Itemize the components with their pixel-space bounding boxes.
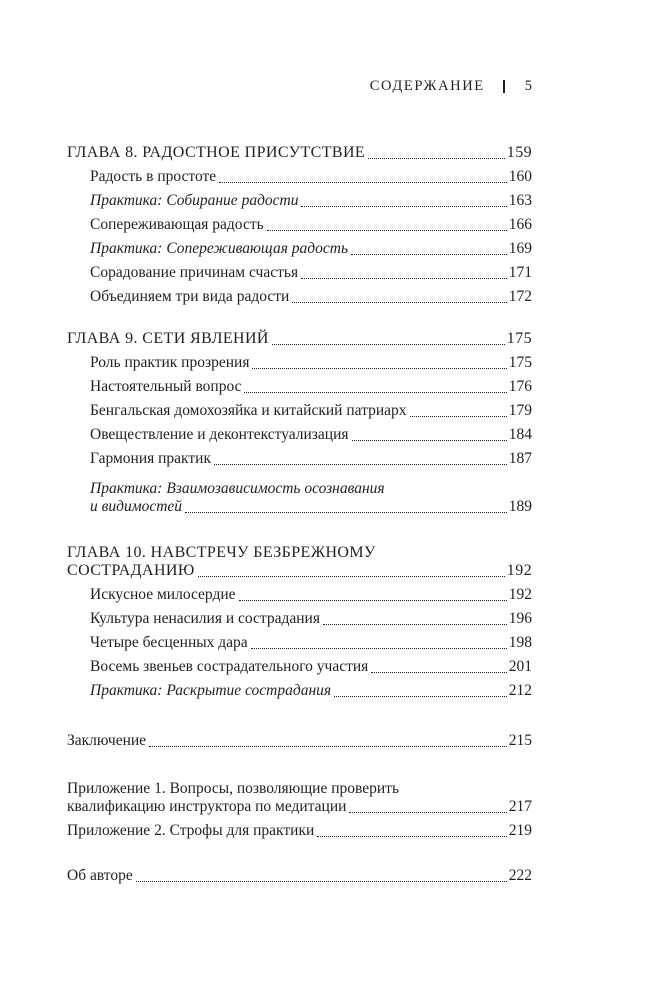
dot-leader xyxy=(317,836,506,837)
toc-entry-title: Сорадование причинам счастья xyxy=(90,264,299,281)
toc-entry-title: СОСТРАДАНИЮ xyxy=(67,562,195,579)
toc-entry[interactable] xyxy=(0,215,645,239)
toc-entry-title: ГЛАВА 9. СЕТИ ЯВЛЕНИЙ xyxy=(67,330,269,347)
toc-entry-title: Гармония практик xyxy=(90,450,211,467)
toc-entry-title: Овеществление и деконтекстуализация xyxy=(90,426,349,443)
toc-entry[interactable] xyxy=(0,287,645,311)
dot-leader xyxy=(251,648,507,649)
dot-leader xyxy=(301,206,506,207)
toc-entry-page: 166 xyxy=(508,216,532,233)
dot-leader xyxy=(244,392,506,393)
toc-entry[interactable] xyxy=(0,401,645,425)
toc-appendix-1-line1: Приложение 1. Вопросы, позволяющие проверить xyxy=(67,780,400,797)
toc-entry[interactable] xyxy=(0,263,645,287)
toc-entry[interactable] xyxy=(0,425,645,449)
toc-entry-title: Восемь звеньев сострадательного участия xyxy=(90,658,369,675)
toc-entry-title: Сопереживающая радость xyxy=(90,216,264,233)
toc-entry-page: 163 xyxy=(508,192,532,209)
dot-leader xyxy=(301,278,507,279)
toc-chapter-8[interactable] xyxy=(0,143,645,167)
toc-entry-page: 196 xyxy=(508,610,532,627)
toc-entry-title: и видимостей xyxy=(90,498,183,515)
toc-entry-page: 212 xyxy=(508,682,532,699)
dot-leader xyxy=(292,302,506,303)
toc-entry-page: 175 xyxy=(506,330,532,347)
toc-entry-page: 175 xyxy=(508,354,532,371)
dot-leader xyxy=(351,254,507,255)
toc-entry-page: 184 xyxy=(508,426,532,443)
toc-entry-title: Об авторе xyxy=(67,867,133,884)
dot-leader xyxy=(349,812,506,813)
dot-leader xyxy=(323,624,507,625)
toc-entry-title: Искусное милосердие xyxy=(90,586,236,603)
toc-entry-page: 219 xyxy=(508,822,532,839)
toc-entry[interactable] xyxy=(0,681,645,705)
toc-entry-page: 222 xyxy=(508,867,532,884)
toc-entry[interactable] xyxy=(0,497,645,521)
toc-entry[interactable] xyxy=(0,449,645,473)
toc-entry-page: 159 xyxy=(506,144,532,161)
running-header-title: СОДЕРЖАНИЕ xyxy=(369,78,485,94)
dot-leader xyxy=(198,576,505,577)
dot-leader xyxy=(214,464,507,465)
dot-leader xyxy=(272,344,505,345)
toc-about-author[interactable] xyxy=(0,866,645,890)
toc-conclusion[interactable] xyxy=(0,731,645,755)
toc-entry-title: Практика: Сопереживающая радость xyxy=(90,240,349,257)
dot-leader xyxy=(239,600,507,601)
toc-entry-page: 192 xyxy=(508,586,532,603)
dot-leader xyxy=(410,416,507,417)
toc-entry-page: 189 xyxy=(508,498,532,515)
dot-leader xyxy=(334,696,507,697)
toc-chapter-9[interactable] xyxy=(0,329,645,353)
toc-entry-page: 187 xyxy=(508,450,532,467)
toc-appendix-2[interactable] xyxy=(0,821,645,845)
toc-entry-title: Объединяем три вида радости xyxy=(90,288,290,305)
toc-entry-title: Приложение 2. Строфы для практики xyxy=(67,822,315,839)
dot-leader xyxy=(267,230,507,231)
header-separator xyxy=(503,80,505,93)
dot-leader xyxy=(371,672,506,673)
toc-entry[interactable] xyxy=(0,609,645,633)
running-header xyxy=(370,76,532,96)
toc-entry-title: Радость в простоте xyxy=(90,168,217,185)
toc-entry-title: Практика: Раскрытие сострадания xyxy=(90,682,332,699)
toc-entry-page: 160 xyxy=(508,168,532,185)
toc-entry-page: 201 xyxy=(508,658,532,675)
toc-entry-title: квалификацию инструктора по медитации xyxy=(67,798,347,815)
toc-entry-title: Заключение xyxy=(67,732,147,749)
toc-entry[interactable] xyxy=(0,353,645,377)
dot-leader xyxy=(219,182,507,183)
dot-leader xyxy=(185,512,507,513)
toc-entry-title: Бенгальская домохозяйка и китайский патриарх xyxy=(90,402,407,419)
toc-entry[interactable] xyxy=(0,239,645,263)
toc-entry[interactable] xyxy=(0,167,645,191)
toc-entry-page: 169 xyxy=(508,240,532,257)
dot-leader xyxy=(352,440,507,441)
toc-appendix-1[interactable] xyxy=(0,797,645,821)
dot-leader xyxy=(149,746,507,747)
page-number: 5 xyxy=(524,78,532,94)
toc-entry-title: Роль практик прозрения xyxy=(90,354,250,371)
toc-entry-page: 217 xyxy=(508,798,532,815)
toc-entry-page: 215 xyxy=(508,732,532,749)
toc-chapter-10-line1: ГЛАВА 10. НАВСТРЕЧУ БЕЗБРЕЖНОМУ xyxy=(67,544,376,561)
toc-entry-page: 172 xyxy=(508,288,532,305)
dot-leader xyxy=(368,158,505,159)
toc-entry-title: Практика: Собирание радости xyxy=(90,192,299,209)
toc-entry-title-line1: Практика: Взаимозависимость осознавания xyxy=(90,480,385,497)
toc-entry-title: Культура ненасилия и сострадания xyxy=(90,610,320,627)
toc-entry[interactable] xyxy=(0,633,645,657)
toc-entry[interactable] xyxy=(0,585,645,609)
toc-entry-page: 176 xyxy=(508,378,532,395)
toc-entry-title: Четыре бесценных дара xyxy=(90,634,248,651)
toc-entry[interactable] xyxy=(0,657,645,681)
toc-entry-page: 192 xyxy=(506,562,532,579)
toc-chapter-10[interactable] xyxy=(0,561,645,585)
toc-entry-page: 198 xyxy=(508,634,532,651)
toc-entry-page: 171 xyxy=(508,264,532,281)
toc-entry-title: Настоятельный вопрос xyxy=(90,378,242,395)
toc-entry-page: 179 xyxy=(508,402,532,419)
toc-entry[interactable] xyxy=(0,377,645,401)
dot-leader xyxy=(136,881,507,882)
toc-entry-title: ГЛАВА 8. РАДОСТНОЕ ПРИСУТСТВИЕ xyxy=(67,144,366,161)
dot-leader xyxy=(252,368,506,369)
toc-entry[interactable] xyxy=(0,191,645,215)
